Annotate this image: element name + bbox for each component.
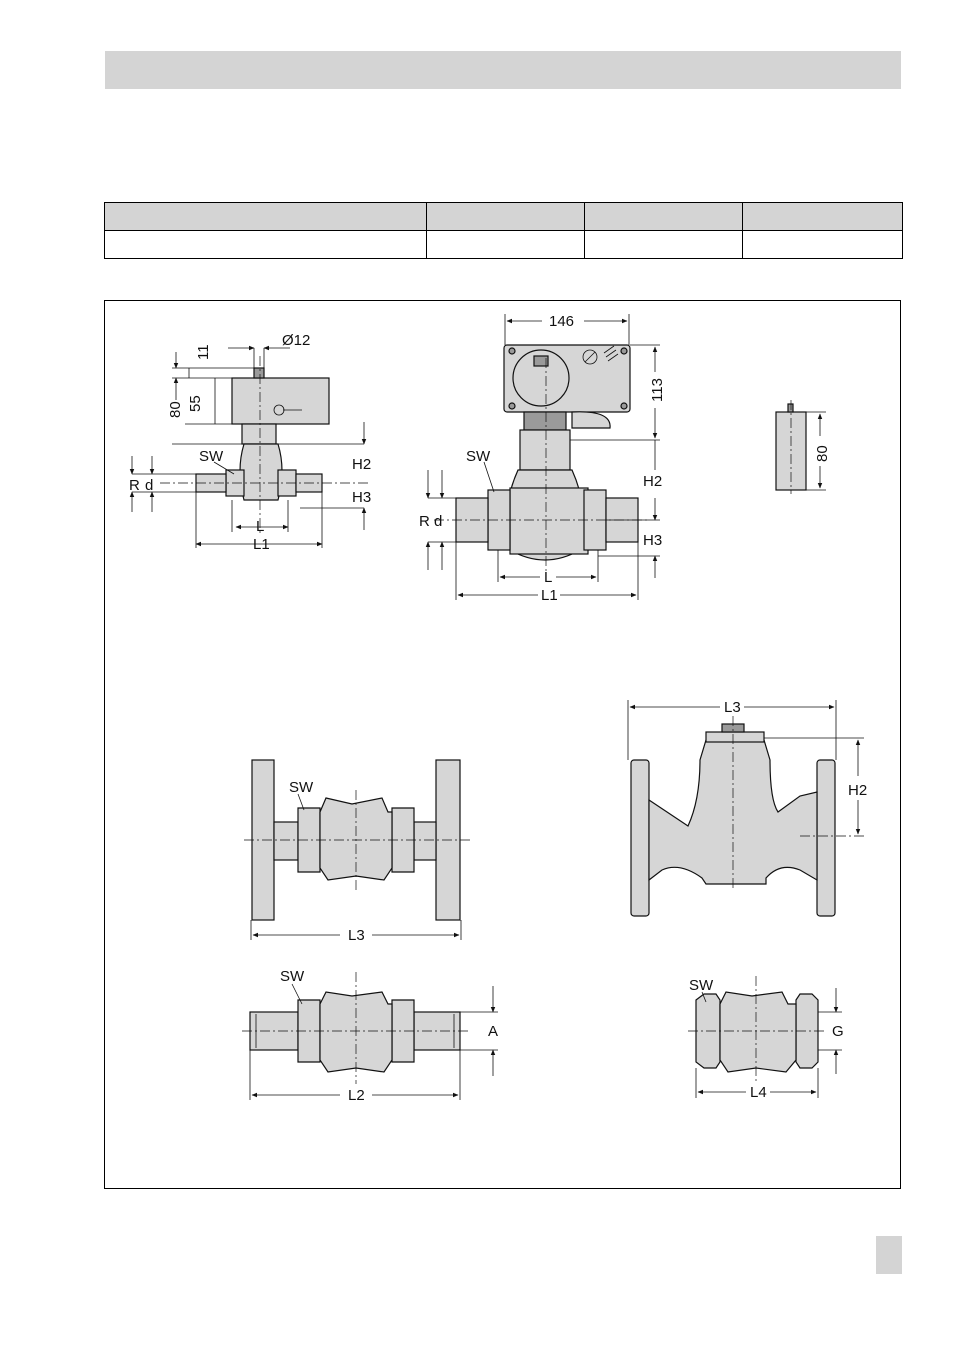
flange-right-side [817,760,835,916]
dim-l4-label: L4 [750,1084,767,1101]
dim-r-label: R [129,477,140,494]
dim-l3-label: L3 [348,927,365,944]
valve-large-actuator-view [419,313,666,604]
dim-h2-label: H2 [643,473,663,490]
dim-h2-label: H2 [352,456,372,473]
valve-center-compact [720,992,796,1072]
dim-l1-label: L1 [253,536,270,553]
dim-h2-label: H2 [848,782,868,799]
actuator-side-view [776,400,831,494]
dim-80-label: 80 [167,401,184,418]
valve-flanged-view [244,760,470,944]
dim-g-label: G [832,1023,844,1040]
dim-d-label: d [145,477,154,494]
dim-11-label: 11 [195,344,212,360]
dim-r-label: R [419,513,430,530]
dim-l3-label: L3 [724,699,741,716]
flange-left-side [631,760,649,916]
actuator-housing [232,378,329,424]
dim-h3-label: H3 [352,489,372,506]
dim-sw-label: SW [289,779,314,796]
valve-neck [520,430,570,470]
dim-sw-label: SW [199,448,224,465]
page-tab-marker [876,1236,902,1274]
dim-55-label: 55 [187,395,204,412]
dim-sw-label: SW [689,977,714,994]
dim-d-label: d [434,513,443,530]
dim-80-side-label: 80 [814,445,831,462]
dim-h3-label: H3 [643,532,663,549]
dim-113-label: 113 [649,378,666,402]
valve-mid-body [510,488,588,554]
valve-flanged-side-view [628,699,867,916]
dim-l1-label: L1 [541,587,558,604]
valve-bonnet [242,424,276,444]
valve-compact-view [688,976,844,1101]
valve-threaded-view [242,968,498,1104]
dim-o12-label: Ø12 [282,332,311,349]
dim-sw-label: SW [466,448,491,465]
valve-small-actuator-view [129,332,371,553]
dim-146-label: 146 [549,313,575,330]
dim-a-label: A [488,1023,499,1040]
spigot-right [414,822,436,860]
dim-l-label: L [256,518,265,535]
actuator-coupling [524,412,566,430]
dim-l-label: L [544,569,553,586]
spigot-left [274,822,298,860]
actuator-stem [254,368,264,378]
valve-body [240,444,282,500]
dim-sw-label: SW [280,968,305,985]
dim-l2-label: L2 [348,1087,365,1104]
valve-top-cap [706,732,764,742]
